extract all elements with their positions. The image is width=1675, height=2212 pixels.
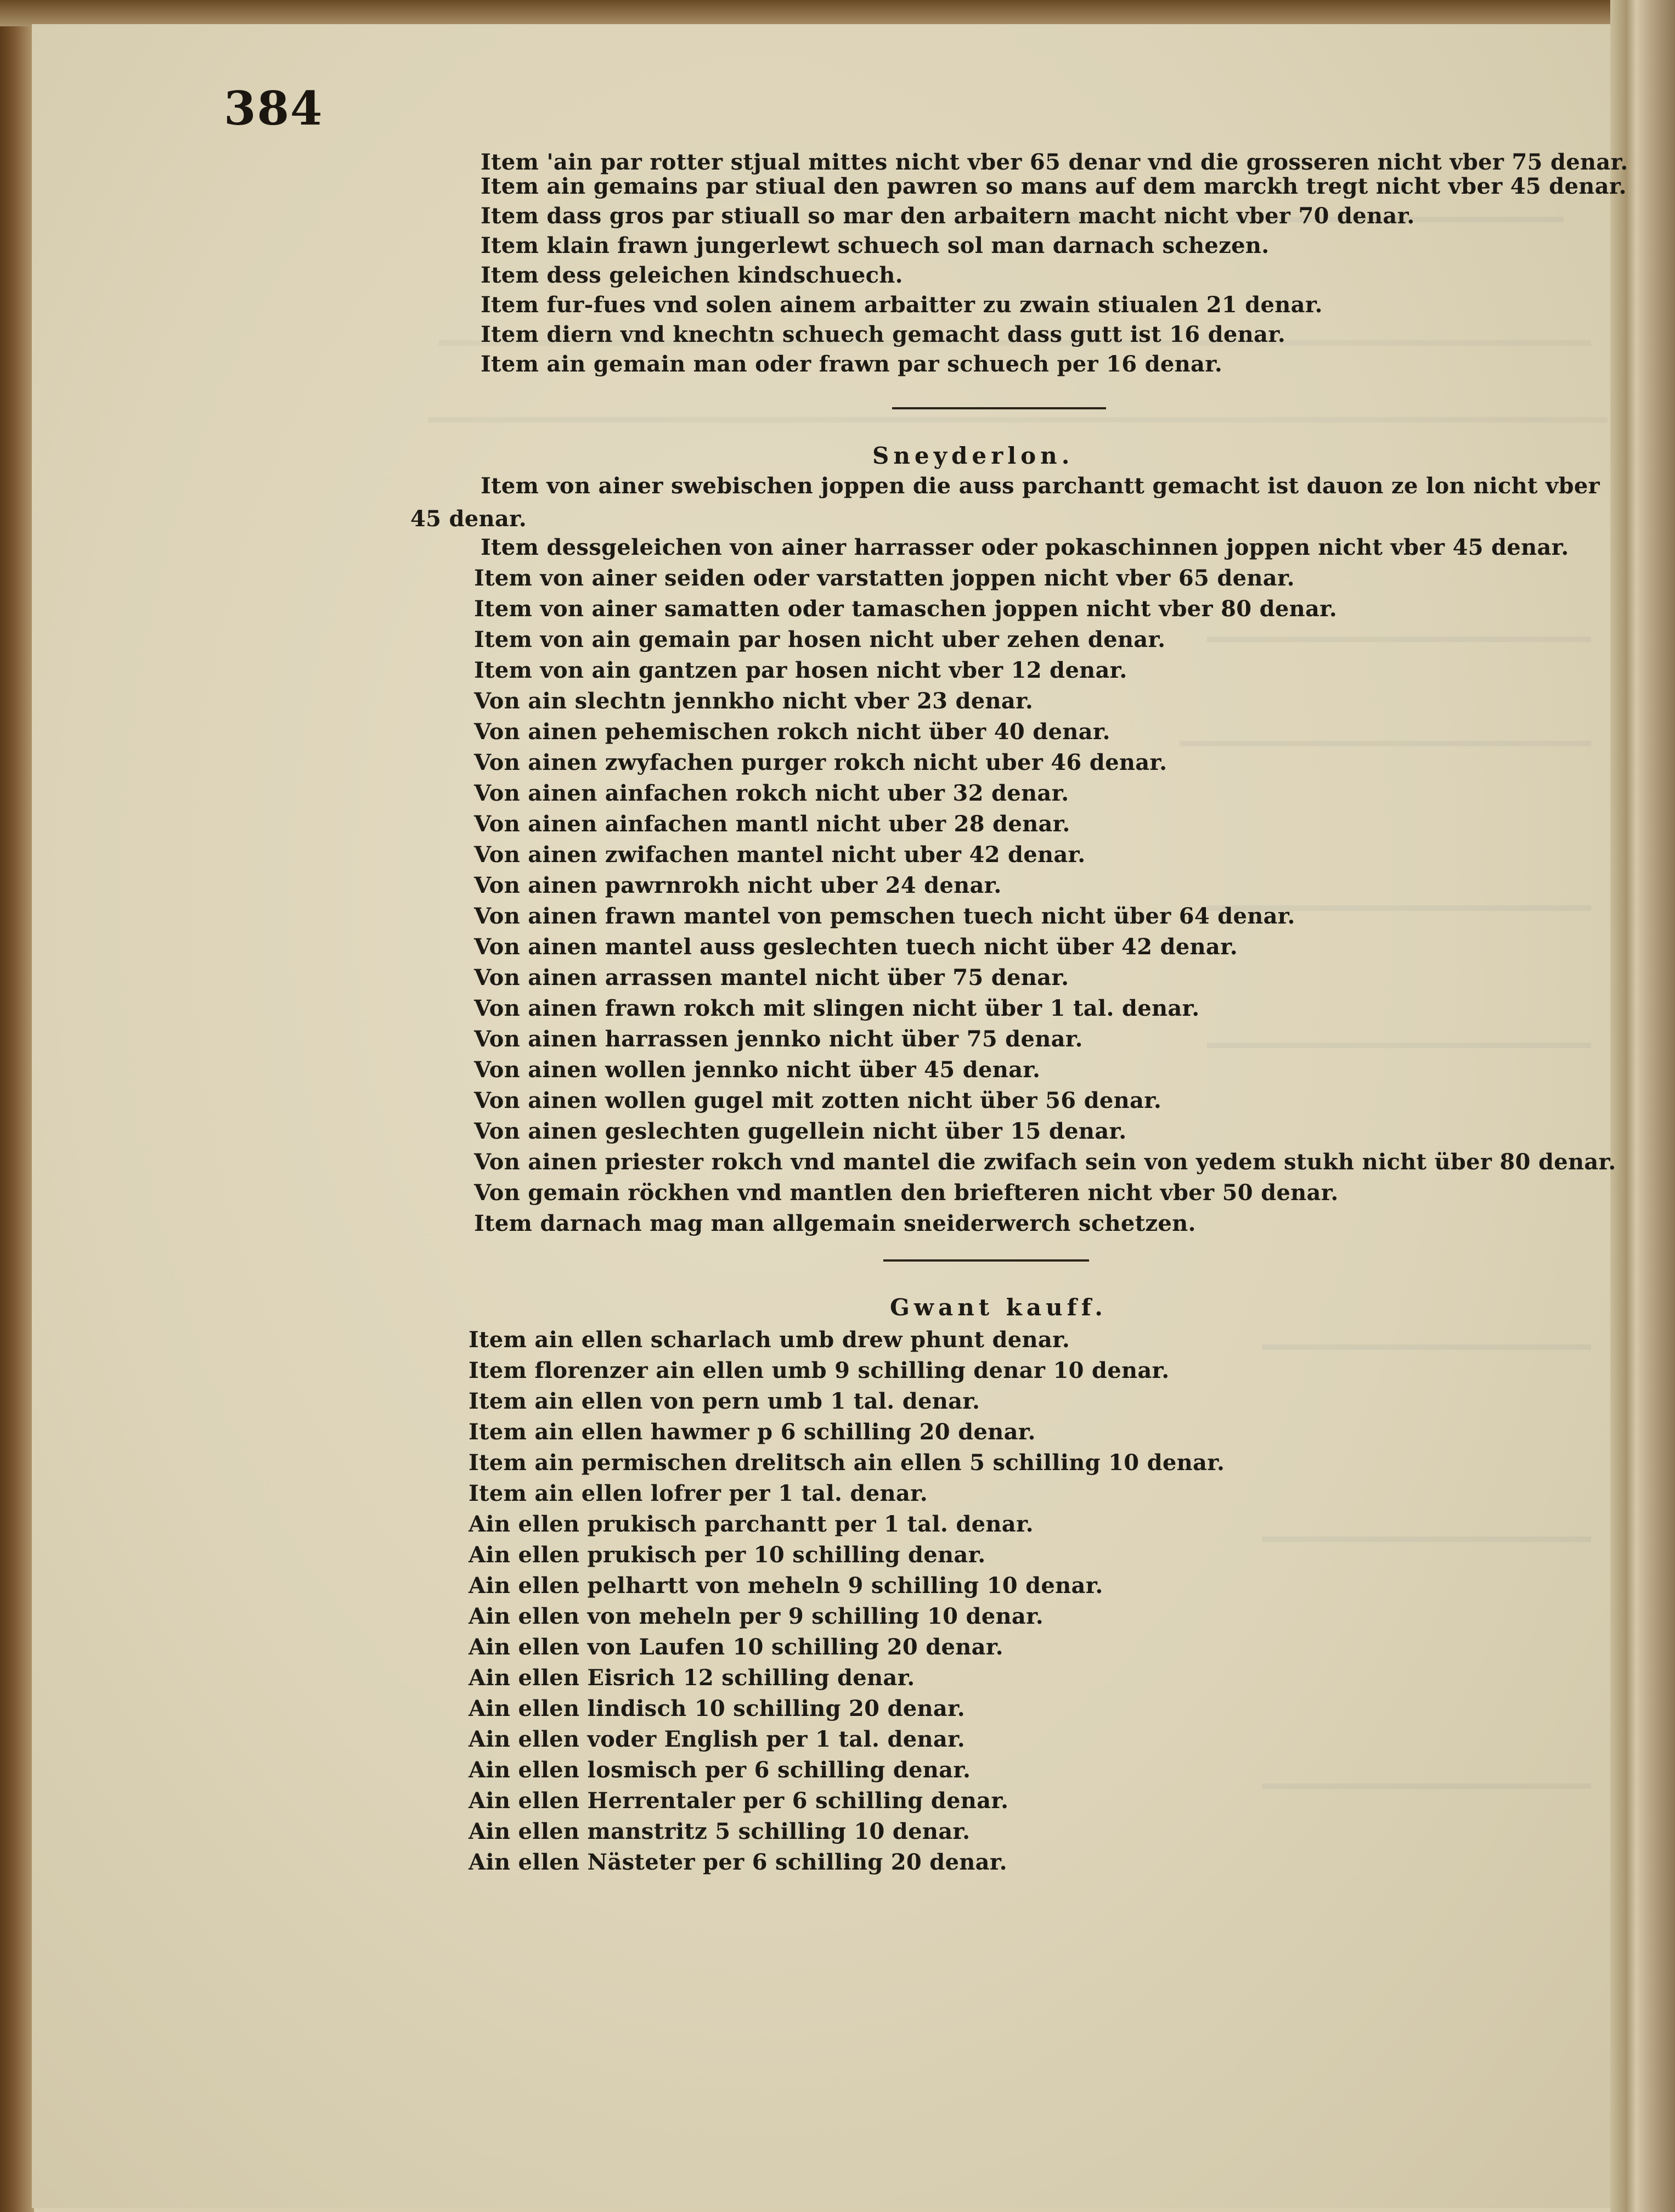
text-line: Von ainen wollen jennko nicht über 45 denar. xyxy=(474,1057,1041,1083)
text-line: Item klain frawn jungerlewt schuech sol man darnach schezen. xyxy=(481,233,1270,258)
section-heading: Gwant kauff. xyxy=(890,1294,1107,1321)
text-line: Ain ellen von meheln per 9 schilling 10 denar. xyxy=(469,1603,1044,1629)
binding-gutter xyxy=(1610,0,1675,2212)
text-line: Item darnach mag man allgemain sneiderwerch schetzen. xyxy=(474,1211,1196,1236)
section-divider xyxy=(892,407,1106,409)
text-line: Von ainen ainfachen rokch nicht uber 32 denar. xyxy=(474,780,1069,806)
text-line: Von ainen zwyfachen purger rokch nicht uber 46 denar. xyxy=(474,750,1168,775)
text-line: Item von ain gantzen par hosen nicht vber 12 denar. xyxy=(474,657,1127,683)
text-line: Ain ellen von Laufen 10 schilling 20 denar. xyxy=(469,1634,1003,1660)
page-top-edge xyxy=(0,0,1675,26)
text-line: Von ainen priester rokch vnd mantel die zwifach sein von yedem stukh nicht über 80 denar. xyxy=(474,1149,1616,1175)
text-line: Von ainen pawrnrokh nicht uber 24 denar. xyxy=(474,873,1002,898)
text-line: Von ainen pehemischen rokch nicht über 40 denar. xyxy=(474,719,1110,745)
text-line: Ain ellen Eisrich 12 schilling denar. xyxy=(469,1665,915,1691)
text-line: Item dess geleichen kindschuech. xyxy=(481,262,903,288)
text-line: Von ainen wollen gugel mit zotten nicht über 56 denar. xyxy=(474,1088,1162,1113)
text-line: Ain ellen Nästeter per 6 schilling 20 denar. xyxy=(469,1849,1007,1875)
text-line: Ain ellen prukisch per 10 schilling denar. xyxy=(469,1542,986,1568)
text-line: Von ainen arrassen mantel nicht über 75 denar. xyxy=(474,965,1069,990)
text-line: Item ain ellen scharlach umb drew phunt denar. xyxy=(469,1327,1070,1353)
text-line: Ain ellen voder English per 1 tal. denar. xyxy=(469,1726,965,1752)
text-line: 45 denar. xyxy=(410,506,527,532)
text-line: Von ainen ainfachen mantl nicht uber 28 denar. xyxy=(474,811,1070,837)
text-line: Von ainen zwifachen mantel nicht uber 42 denar. xyxy=(474,842,1086,868)
text-line: Von ainen frawn rokch mit slingen nicht über 1 tal. denar. xyxy=(474,995,1200,1021)
text-line: Ain ellen Herrentaler per 6 schilling denar. xyxy=(469,1788,1009,1814)
text-line: Item ain gemain man oder frawn par schuech per 16 denar. xyxy=(481,351,1223,377)
text-line: Item dessgeleichen von ainer harrasser oder pokaschinnen joppen nicht vber 45 denar. xyxy=(481,534,1569,560)
section-divider xyxy=(883,1259,1089,1262)
text-line: Item von ainer swebischen joppen die auss parchantt gemacht ist dauon ze lon nicht vber xyxy=(481,473,1600,499)
text-line: Von ainen harrassen jennko nicht über 75 denar. xyxy=(474,1026,1083,1052)
text-line: Item von ain gemain par hosen nicht uber zehen denar. xyxy=(474,627,1166,652)
text-line: Ain ellen losmisch per 6 schilling denar. xyxy=(469,1757,971,1783)
text-line: Von ainen geslechten gugellein nicht über 15 denar. xyxy=(474,1118,1127,1144)
text-line: Item von ainer seiden oder varstatten joppen nicht vber 65 denar. xyxy=(474,565,1295,591)
text-line: Item ain gemains par stiual den pawren so mans auf dem marckh tregt nicht vber 45 denar. xyxy=(481,173,1627,199)
text-line: Item dass gros par stiuall so mar den arbaitern macht nicht vber 70 denar. xyxy=(481,203,1415,229)
text-line: Ain ellen manstritz 5 schilling 10 denar. xyxy=(469,1819,971,1844)
text-line: Item ain ellen hawmer p 6 schilling 20 denar. xyxy=(469,1419,1036,1445)
text-line: Item ain ellen von pern umb 1 tal. denar. xyxy=(469,1388,980,1414)
text-line: Ain ellen lindisch 10 schilling 20 denar. xyxy=(469,1696,965,1721)
text-line: Item von ainer samatten oder tamaschen joppen nicht vber 80 denar. xyxy=(474,596,1338,622)
section-heading: Sneyderlon. xyxy=(872,442,1074,469)
text-line: Von ainen mantel auss geslechten tuech nicht über 42 denar. xyxy=(474,934,1238,960)
page-left-edge xyxy=(0,0,34,2212)
text-line: Von ainen frawn mantel von pemschen tuech nicht über 64 denar. xyxy=(474,903,1295,929)
text-line: Item ain permischen drelitsch ain ellen 5 schilling 10 denar. xyxy=(469,1450,1225,1476)
text-line: Von ain slechtn jennkho nicht vber 23 denar. xyxy=(474,688,1034,714)
text-line: Item ain ellen lofrer per 1 tal. denar. xyxy=(469,1481,928,1506)
text-line: Ain ellen pelhartt von meheln 9 schilling 10 denar. xyxy=(469,1573,1103,1599)
text-line: Item florenzer ain ellen umb 9 schilling denar 10 denar. xyxy=(469,1358,1170,1383)
text-line: Item fur-fues vnd solen ainem arbaitter zu zwain stiualen 21 denar. xyxy=(481,292,1323,318)
text-line: Ain ellen prukisch parchantt per 1 tal. denar. xyxy=(469,1511,1034,1537)
text-line: Item 'ain par rotter stjual mittes nicht vber 65 denar vnd die grosseren nicht vber 75 denar. xyxy=(481,149,1628,175)
text-line: Von gemain röckhen vnd mantlen den briefteren nicht vber 50 denar. xyxy=(474,1180,1339,1206)
text-line: Item diern vnd knechtn schuech gemacht dass gutt ist 16 denar. xyxy=(481,322,1286,347)
page-number: 384 xyxy=(224,81,324,136)
